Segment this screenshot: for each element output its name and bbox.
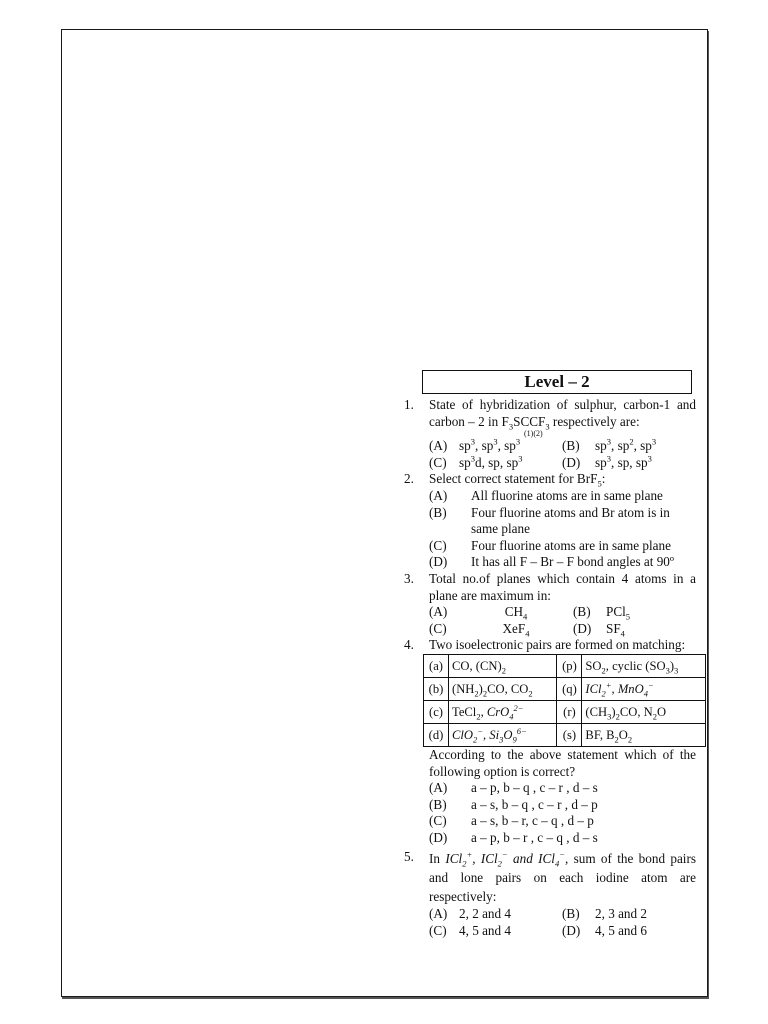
- table-cell: (b): [424, 677, 449, 700]
- question-text: Select correct statement for BrF$_5$:: [429, 471, 606, 490]
- option-text: a – p, b – r , c – q , d – s: [471, 829, 598, 845]
- option-text: $sp^3$, $sp^3$, $sp^3$: [459, 436, 521, 454]
- question-text: According to the above statement which of the following option is correct?: [429, 746, 696, 779]
- option-text: a – p, b – q , c – r , d – s: [471, 780, 598, 796]
- option-label: (C): [429, 620, 447, 636]
- option-label: (A): [429, 780, 448, 796]
- option-label: (C): [429, 454, 447, 470]
- option-text: PCl$_5$: [606, 604, 631, 622]
- option-text: It has all F – Br – F bond angles at 90º: [471, 554, 674, 570]
- table-cell: (c): [424, 700, 449, 723]
- carbon-position-marks: (1)(2): [524, 429, 543, 439]
- option-label: (C): [429, 923, 447, 939]
- option-label: (B): [562, 438, 580, 454]
- options-grid: [404, 604, 696, 637]
- option-text: XeF$_4$: [502, 620, 530, 639]
- question-number: 5.: [404, 849, 414, 865]
- question-text: Two isoelectronic pairs are formed on matching:: [429, 637, 686, 653]
- option-text: 4, 5 and 4: [459, 923, 512, 939]
- table-row: [424, 723, 706, 746]
- question-text: Total no.of planes which contain 4 atoms in a plane are maximum in:: [429, 570, 696, 603]
- option-label: (D): [429, 554, 448, 570]
- option-text: 2, 2 and 4: [459, 906, 512, 922]
- option-label: (A): [429, 438, 448, 454]
- table-cell: (q): [557, 677, 582, 700]
- option-label: (C): [429, 813, 447, 829]
- table-cell: $(NH_2)_2CO$, $CO_2$: [449, 677, 557, 700]
- table-cell: $(CH_3)_2CO$, $N_2O$: [582, 700, 706, 723]
- option-text: 2, 3 and 2: [595, 906, 648, 922]
- option-text: $CH_4$: [504, 604, 528, 622]
- table-cell: (d): [424, 723, 449, 746]
- option-text: All fluorine atoms are in same plane: [471, 487, 663, 503]
- question-number: 1.: [404, 397, 414, 412]
- table-cell: (a): [424, 654, 449, 677]
- table-cell: (p): [557, 654, 582, 677]
- option-label: (B): [573, 604, 591, 620]
- question-1: [404, 397, 696, 430]
- table-cell: $SO_2$, cyclic $(SO_3)_3$: [582, 654, 706, 677]
- question-text: In ICl$_2$+, ICl$_2$− and ICl$_4$−, sum of the bond pairs and lone pairs on each iodine atom are respectively:: [429, 850, 696, 905]
- question-2: [404, 471, 696, 488]
- option-label: (B): [429, 504, 447, 520]
- option-text: $sp^3$, sp, $sp^3$: [595, 453, 652, 470]
- option-label: (A): [429, 604, 448, 620]
- table-row: [424, 677, 706, 700]
- option-text: $SF_4$: [606, 620, 625, 639]
- options-grid: [404, 438, 696, 471]
- option-text: 4, 5 and 6: [595, 923, 648, 939]
- options-list: [404, 488, 696, 571]
- matching-table: [423, 654, 706, 747]
- question-3: [404, 571, 696, 604]
- option-text: Four fluorine atoms and Br atom is in same plane: [471, 504, 670, 537]
- table-cell: (r): [557, 700, 582, 723]
- option-label: (A): [429, 906, 448, 922]
- option-text: Four fluorine atoms are in same plane: [471, 537, 671, 553]
- question-number: 2.: [404, 471, 414, 487]
- table-row: [424, 654, 706, 677]
- option-label: (D): [429, 829, 448, 845]
- option-label: (B): [562, 906, 580, 922]
- option-label: (D): [562, 454, 581, 470]
- option-label: (A): [429, 487, 448, 503]
- question-5: [404, 849, 696, 906]
- option-label: (D): [573, 620, 592, 636]
- option-text: a – s, b – r, c – q , d – p: [471, 813, 594, 829]
- table-cell: BF, $B_2O_2$: [582, 723, 706, 746]
- question-4: [404, 637, 696, 654]
- option-text: $sp^3$, $sp^2$, $sp^3$: [595, 436, 657, 454]
- table-cell: ClO$_2$−, $Si_3O_9^{6-}$: [449, 723, 557, 746]
- option-label: (C): [429, 537, 447, 553]
- level-title: Level – 2: [422, 370, 692, 394]
- options-grid: [404, 906, 696, 939]
- question-text: State of hybridization of sulphur, carbon-1 and carbon – 2 in $F_3SCCF_3$ respectively are:: [429, 397, 696, 432]
- option-label: (B): [429, 796, 447, 812]
- question-number: 4.: [404, 637, 414, 653]
- options-list: [404, 780, 696, 846]
- option-label: (D): [562, 923, 581, 939]
- table-cell: (s): [557, 723, 582, 746]
- table-row: [424, 700, 706, 723]
- table-cell: CO, $(CN)_2$: [449, 654, 557, 677]
- table-cell: TeCl$_2$, CrO$_4^{2-}$: [449, 700, 557, 723]
- question-column: [404, 370, 696, 940]
- table-cell: ICl$_2$+, MnO$_4$−: [582, 677, 706, 700]
- question-4-followup: [404, 747, 696, 780]
- option-text: $sp^3d$, sp, $sp^3$: [459, 453, 523, 470]
- question-number: 3.: [404, 570, 414, 586]
- option-text: a – s, b – q , c – r , d – p: [471, 796, 598, 812]
